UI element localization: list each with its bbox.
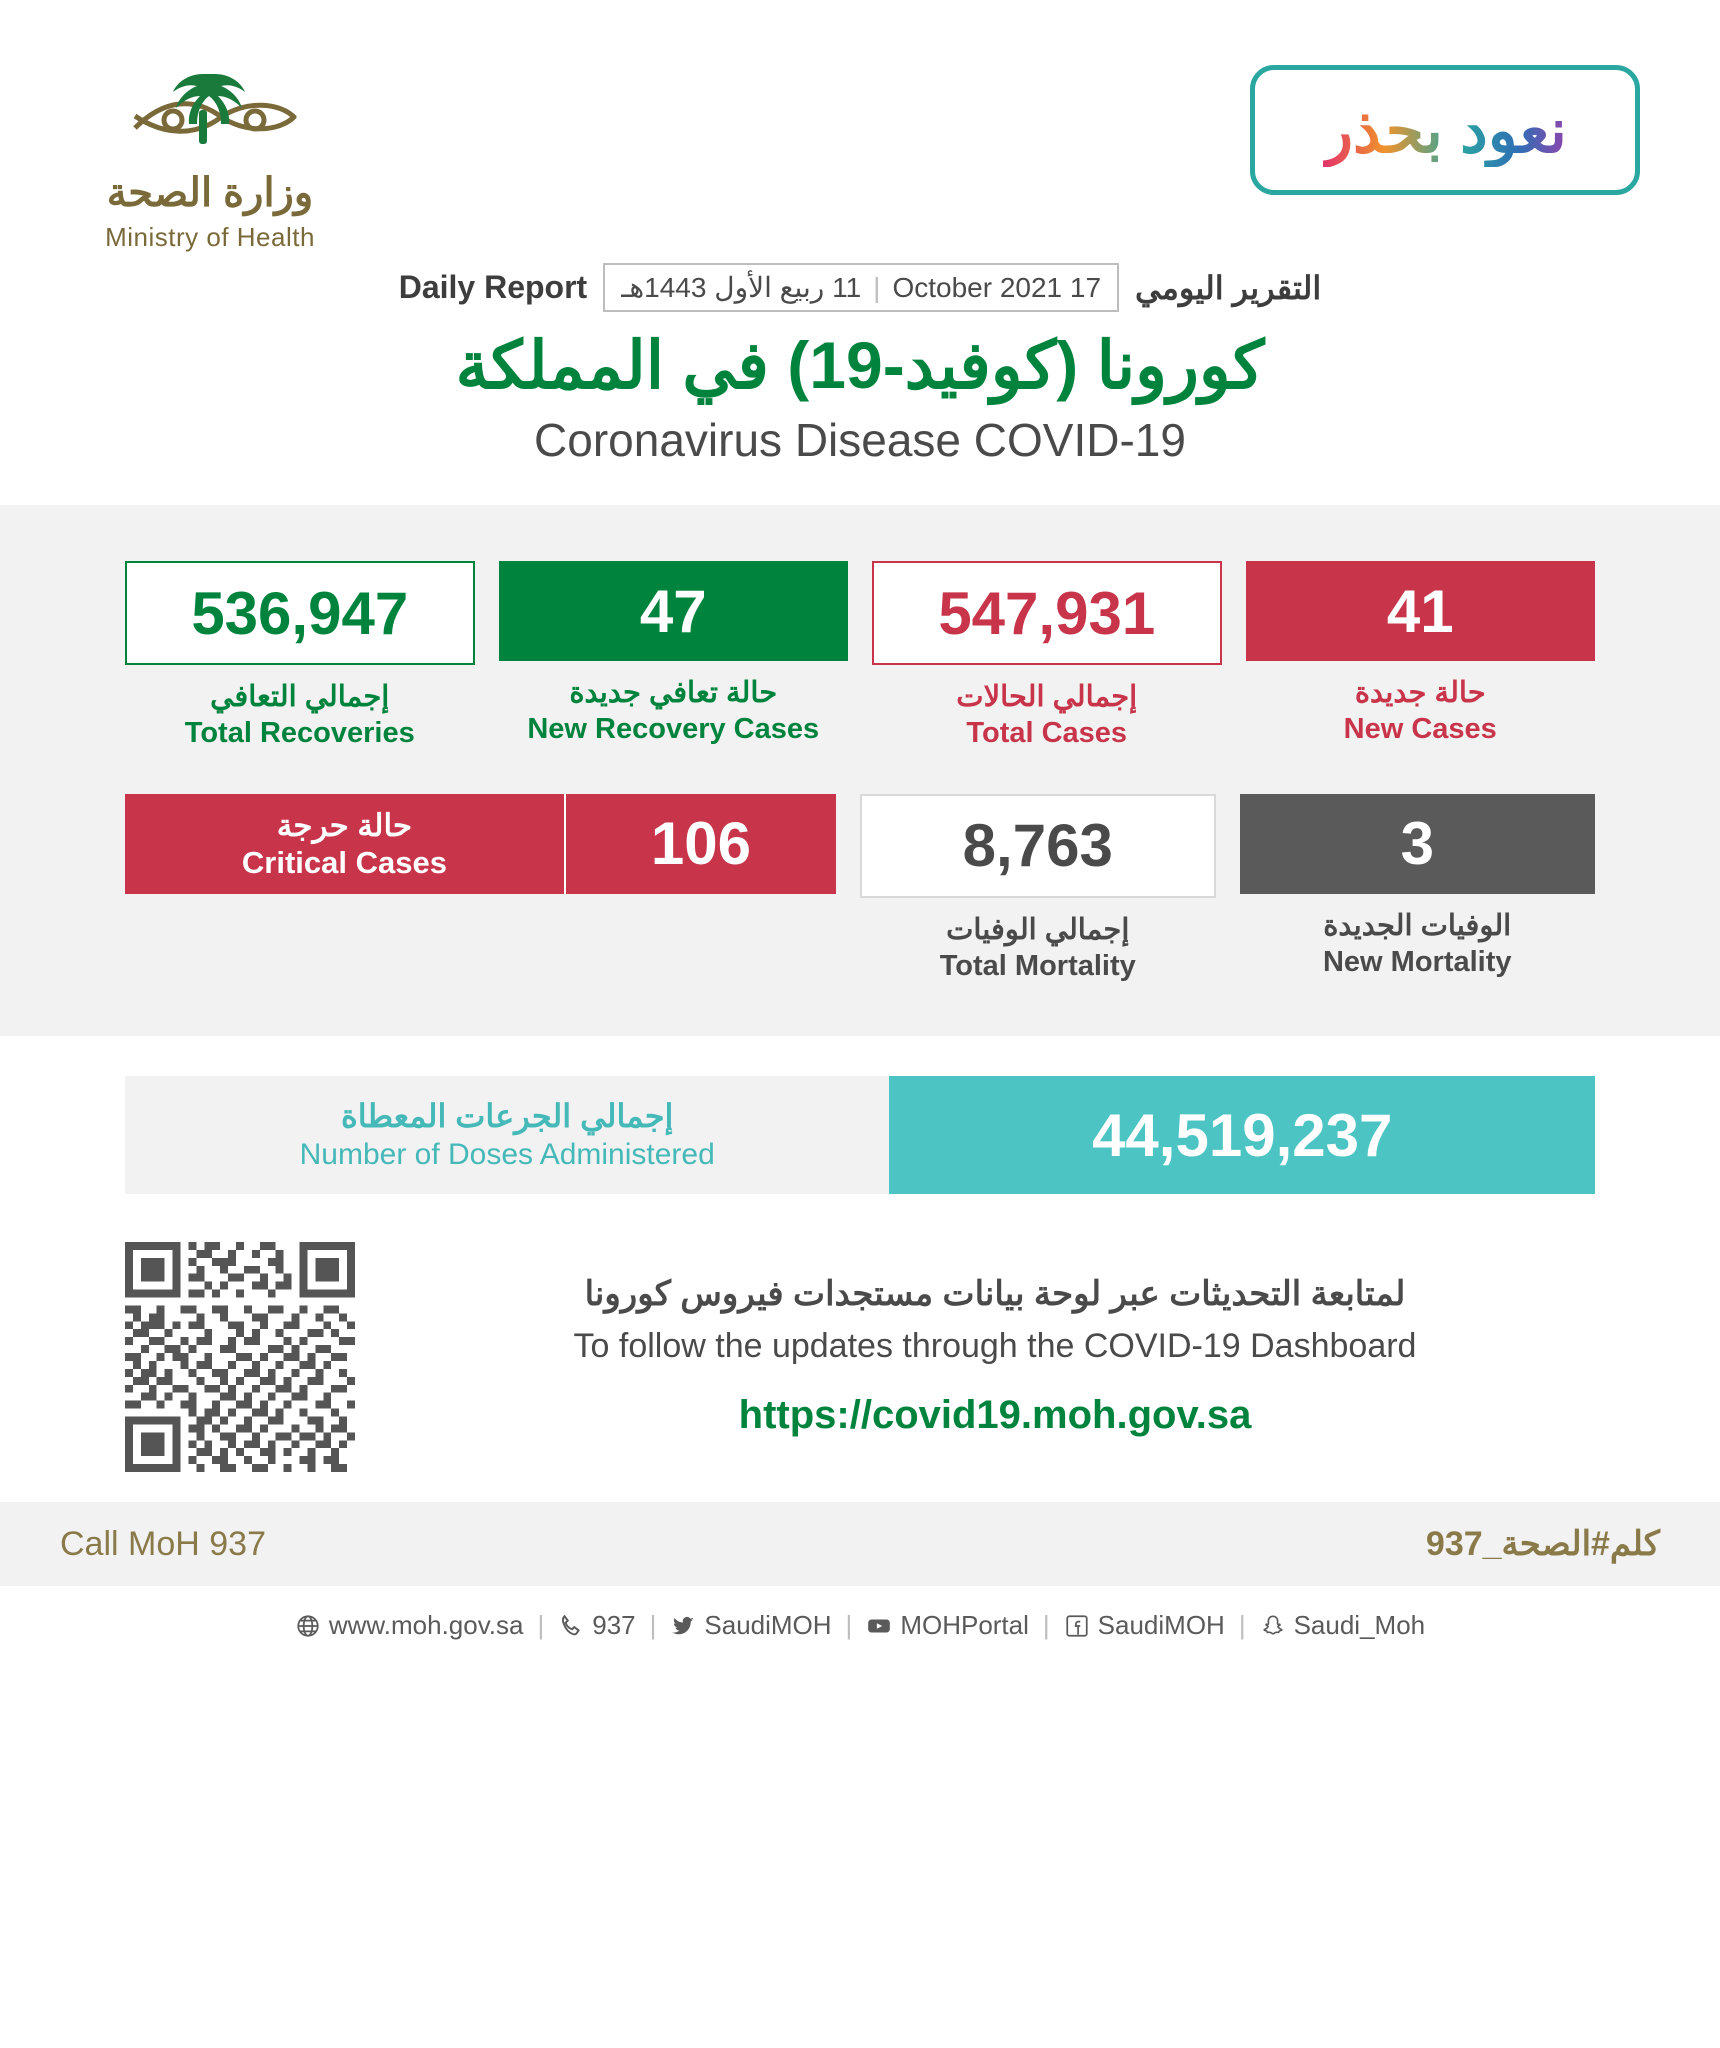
moh-palm-swords-icon bbox=[60, 58, 360, 168]
stats-row-primary bbox=[125, 561, 1595, 752]
total-mortality-labels bbox=[860, 912, 1216, 985]
new-mortality-label-ar: الوفيات الجديدة bbox=[1323, 909, 1512, 942]
stat-new-cases bbox=[1246, 561, 1596, 752]
total-cases-value: 547,931 bbox=[872, 561, 1222, 665]
stat-new-recovery-cases bbox=[499, 561, 849, 752]
call-bar bbox=[0, 1502, 1720, 1586]
total-cases-labels bbox=[872, 679, 1222, 752]
stat-total-cases bbox=[872, 561, 1222, 752]
daily-report-label-en: Daily Report bbox=[398, 269, 588, 305]
total-mortality-label-en: Total Mortality bbox=[939, 949, 1136, 982]
new-mortality-value: 3 bbox=[1240, 794, 1596, 894]
critical-cases-label-en: Critical Cases bbox=[241, 844, 447, 880]
total-recoveries-labels bbox=[125, 679, 475, 752]
new-recovery-label-en: New Recovery Cases bbox=[527, 713, 820, 746]
footer-phone[interactable] bbox=[558, 1610, 635, 1641]
total-recoveries-value: 536,947 bbox=[125, 561, 475, 665]
footer-twitter-label: SaudiMOH bbox=[704, 1610, 832, 1641]
twitter-icon bbox=[670, 1613, 696, 1639]
globe-icon bbox=[295, 1613, 321, 1639]
new-cases-labels bbox=[1246, 675, 1596, 748]
new-cases-label-en: New Cases bbox=[1343, 713, 1497, 746]
footer-separator: | bbox=[537, 1610, 545, 1641]
page-title-english: Coronavirus Disease COVID-19 bbox=[534, 414, 1186, 467]
date-separator: | bbox=[873, 271, 881, 303]
doses-label-en: Number of Doses Administered bbox=[299, 1138, 715, 1172]
page-header bbox=[0, 0, 1720, 253]
total-recoveries-label-en: Total Recoveries bbox=[184, 717, 415, 750]
footer-youtube[interactable] bbox=[866, 1610, 1029, 1641]
report-date bbox=[603, 263, 1119, 312]
snapchat-icon bbox=[1260, 1613, 1286, 1639]
footer-facebook[interactable] bbox=[1064, 1610, 1225, 1641]
footer-website[interactable] bbox=[295, 1610, 524, 1641]
footer-website-label: www.moh.gov.sa bbox=[328, 1610, 524, 1641]
critical-cases-box bbox=[125, 794, 836, 894]
ministry-of-health-logo bbox=[60, 40, 360, 253]
date-hijri: 11 ربيع الأول 1443هـ bbox=[621, 272, 862, 303]
total-mortality-label-ar: إجمالي الوفيات bbox=[946, 913, 1130, 946]
footer-snapchat[interactable] bbox=[1260, 1610, 1426, 1641]
footer-separator: | bbox=[649, 1610, 657, 1641]
critical-cases-value: 106 bbox=[564, 794, 836, 894]
qr-code[interactable] bbox=[125, 1242, 355, 1472]
footer-facebook-label: SaudiMOH bbox=[1097, 1610, 1225, 1641]
date-gregorian: 17 October 2021 bbox=[892, 271, 1102, 303]
critical-cases-labels bbox=[125, 803, 564, 885]
phone-icon bbox=[558, 1613, 584, 1639]
footer-separator: | bbox=[1042, 1610, 1050, 1641]
daily-report-label-ar: التقرير اليومي bbox=[1135, 269, 1322, 306]
footer-twitter[interactable] bbox=[670, 1610, 831, 1641]
new-recovery-label-ar: حالة تعافي جديدة bbox=[569, 677, 778, 710]
dashboard-text-en: To follow the updates through the COVID-19 Dashboard bbox=[573, 1327, 1417, 1366]
stats-row-secondary bbox=[125, 794, 1595, 985]
new-cases-value: 41 bbox=[1246, 561, 1596, 661]
total-cases-label-ar: إجمالي الحالات bbox=[956, 681, 1138, 714]
title-block bbox=[0, 263, 1720, 467]
doses-value: 44,519,237 bbox=[889, 1076, 1595, 1194]
report-line bbox=[60, 263, 1660, 312]
ministry-name-arabic: وزارة الصحة bbox=[106, 171, 314, 215]
facebook-icon bbox=[1064, 1613, 1090, 1639]
stat-critical-cases bbox=[125, 794, 836, 985]
critical-cases-label-ar: حالة حرجة bbox=[276, 807, 413, 843]
doses-bar bbox=[125, 1076, 1595, 1194]
campaign-logo bbox=[1250, 65, 1640, 195]
dashboard-text bbox=[395, 1272, 1595, 1442]
statistics-band bbox=[0, 505, 1720, 1036]
ministry-name-english: Ministry of Health bbox=[105, 222, 315, 252]
footer-social-bar bbox=[0, 1586, 1720, 1669]
new-cases-label-ar: حالة جديدة bbox=[1354, 677, 1486, 710]
total-recoveries-label-ar: إجمالي التعافي bbox=[210, 681, 390, 714]
dashboard-text-ar: لمتابعة التحديثات عبر لوحة بيانات مستجدات فيروس كورونا bbox=[584, 1275, 1406, 1314]
new-recovery-labels bbox=[499, 675, 849, 748]
stat-total-recoveries bbox=[125, 561, 475, 752]
total-mortality-value: 8,763 bbox=[860, 794, 1216, 898]
stat-new-mortality bbox=[1240, 794, 1596, 985]
new-recovery-value: 47 bbox=[499, 561, 849, 661]
dashboard-url[interactable]: https://covid19.moh.gov.sa bbox=[738, 1393, 1252, 1438]
footer-youtube-label: MOHPortal bbox=[900, 1610, 1029, 1641]
dashboard-section bbox=[0, 1194, 1720, 1502]
footer-separator: | bbox=[1238, 1610, 1246, 1641]
doses-section bbox=[0, 1036, 1720, 1194]
footer-phone-label: 937 bbox=[592, 1610, 636, 1641]
footer-snapchat-label: Saudi_Moh bbox=[1293, 1610, 1426, 1641]
call-moh-ar: كلم#الصحة_937 bbox=[1425, 1525, 1660, 1564]
footer-separator: | bbox=[845, 1610, 853, 1641]
call-moh-en: Call MoH 937 bbox=[60, 1524, 266, 1563]
stat-total-mortality bbox=[860, 794, 1216, 985]
total-cases-label-en: Total Cases bbox=[966, 717, 1128, 750]
doses-labels bbox=[125, 1076, 889, 1194]
new-mortality-label-en: New Mortality bbox=[1322, 945, 1512, 978]
doses-label-ar: إجمالي الجرعات المعطاة bbox=[341, 1098, 674, 1135]
new-mortality-labels bbox=[1240, 908, 1596, 981]
page-title-arabic: كورونا (كوفيد-19) في المملكة bbox=[455, 328, 1265, 402]
youtube-icon bbox=[866, 1613, 892, 1639]
campaign-slogan: نعود بحذر bbox=[1323, 94, 1567, 167]
